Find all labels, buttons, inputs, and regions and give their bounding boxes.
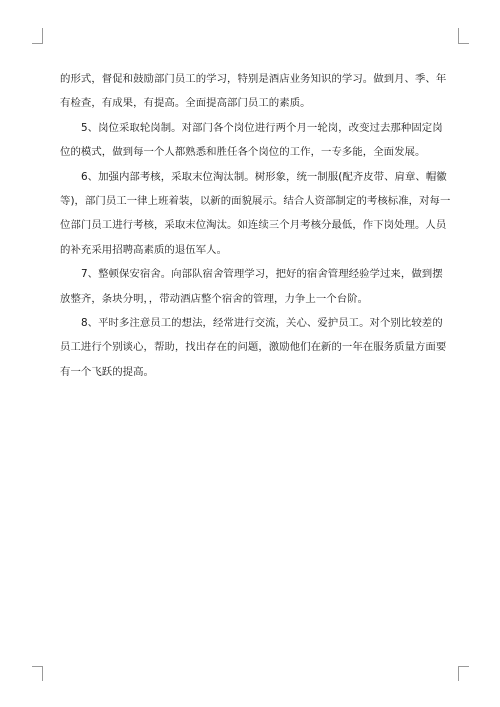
text-line: 8、平时多注意员工的想法，经常进行交流，关心、爱护员工。对个别比较差的 <box>81 316 443 329</box>
text-line: 5、岗位采取轮岗制。对部门各个岗位进行两个月一轮岗，改变过去那种固定岗 <box>81 121 443 134</box>
crop-mark-top-right <box>458 28 469 44</box>
crop-mark-top-left <box>32 28 43 44</box>
text-line: 7、整顿保安宿舍。向部队宿舍管理学习，把好的宿舍管理经验学过来，做到摆 <box>81 268 443 281</box>
crop-mark-bottom-right <box>458 666 469 681</box>
text-line: 位部门员工进行考核，采取末位淘汰。如连续三个月考核分最低，作下岗处理。人员 <box>60 219 447 232</box>
text-line: 等)，部门员工一律上班着装，以新的面貌展示。结合人资部制定的考核标准，对每一 <box>60 194 451 207</box>
text-line: 的补充采用招聘高素质的退伍军人。 <box>60 243 228 256</box>
document-body <box>60 67 451 384</box>
text-line: 有一个飞跃的提高。 <box>60 365 154 378</box>
text-line: 有检查，有成果，有提高。全面提高部门员工的素质。 <box>60 97 311 110</box>
text-line: 的形式，督促和鼓励部门员工的学习，特别是酒店业务知识的学习。做到月、季、年 <box>60 73 447 85</box>
text-line: 员工进行个别谈心，帮助，找出存在的问题，激励他们在新的一年在服务质量方面要 <box>60 341 447 354</box>
text-line: 位的模式，做到每一个人都熟悉和胜任各个岗位的工作，一专多能，全面发展。 <box>60 146 426 159</box>
crop-mark-bottom-left <box>32 666 43 681</box>
text-line: 6、加强内部考核，采取末位淘汰制。树形象，统一制服(配齐皮带、肩章、帽徽 <box>81 170 447 183</box>
text-line: 放整齐，条块分明，，带动酒店整个宿舍的管理，力争上一个台阶。 <box>60 292 369 305</box>
